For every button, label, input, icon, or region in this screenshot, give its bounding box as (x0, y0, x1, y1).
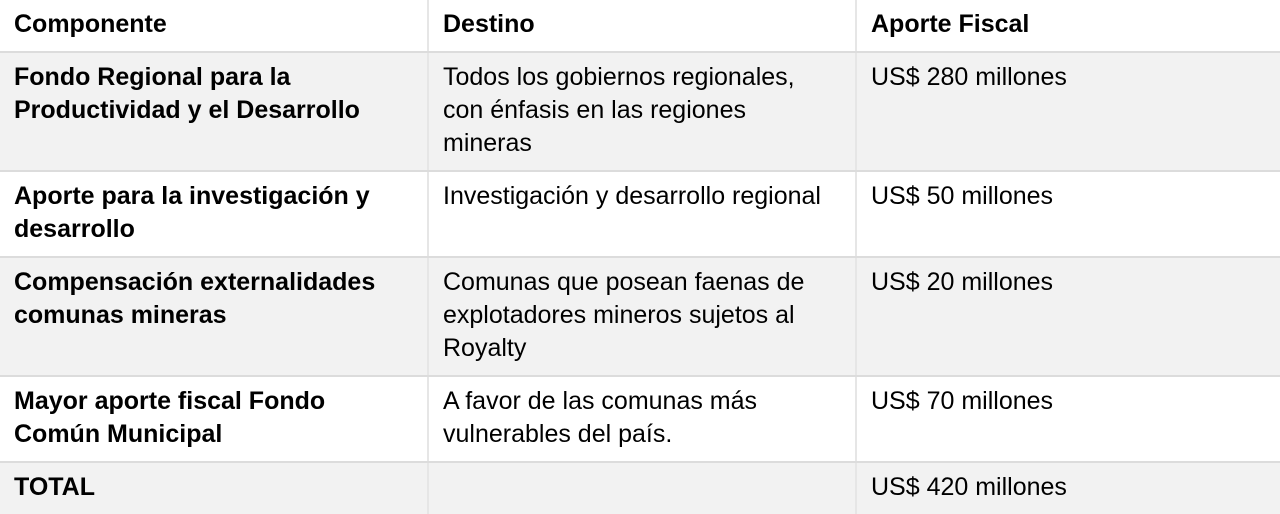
cell-destino: Todos los gobiernos regionales, con énfasis en las regiones mineras (428, 52, 856, 171)
cell-total-destino (428, 462, 856, 514)
cell-destino: A favor de las comunas más vulnerables del país. (428, 376, 856, 462)
cell-destino: Comunas que posean faenas de explotadores mineros sujetos al Royalty (428, 257, 856, 376)
cell-aporte: US$ 70 millones (856, 376, 1280, 462)
table-row (0, 376, 1280, 462)
cell-aporte: US$ 50 millones (856, 171, 1280, 257)
cell-total-label: TOTAL (0, 462, 428, 514)
table-body (0, 52, 1280, 514)
cell-aporte: US$ 20 millones (856, 257, 1280, 376)
cell-componente: Compensación externalidades comunas mineras (0, 257, 428, 376)
column-header-componente: Componente (0, 0, 428, 52)
cell-componente: Aporte para la investigación y desarrollo (0, 171, 428, 257)
table-row (0, 257, 1280, 376)
column-header-destino: Destino (428, 0, 856, 52)
cell-destino: Investigación y desarrollo regional (428, 171, 856, 257)
table-header (0, 0, 1280, 52)
column-header-aporte-fiscal: Aporte Fiscal (856, 0, 1280, 52)
table-header-row (0, 0, 1280, 52)
cell-aporte: US$ 280 millones (856, 52, 1280, 171)
cell-componente: Fondo Regional para la Productividad y el Desarrollo (0, 52, 428, 171)
table-total-row (0, 462, 1280, 514)
table-row (0, 52, 1280, 171)
cell-componente: Mayor aporte fiscal Fondo Común Municipal (0, 376, 428, 462)
table-row (0, 171, 1280, 257)
cell-total-aporte: US$ 420 millones (856, 462, 1280, 514)
